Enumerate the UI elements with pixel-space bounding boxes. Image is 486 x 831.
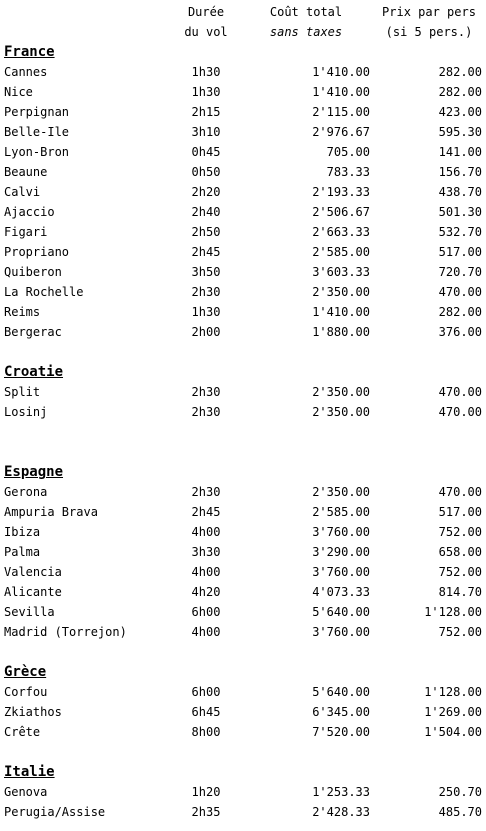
- duration-cell: 2h30: [191, 405, 221, 419]
- country-title: France: [4, 44, 55, 60]
- price-per-person-cell: 720.70: [438, 265, 482, 279]
- destination-cell: Lyon-Bron: [4, 145, 70, 159]
- price-per-person-cell: 470.00: [438, 385, 482, 399]
- total-cost-cell: 2'350.00: [312, 385, 370, 399]
- duration-cell: 2h35: [191, 805, 221, 819]
- duration-cell: 4h00: [191, 625, 221, 639]
- total-cost-cell: 2'506.67: [312, 205, 370, 219]
- price-per-person-cell: 438.70: [438, 185, 482, 199]
- duration-cell: 2h50: [191, 225, 221, 239]
- price-per-person-cell: 517.00: [438, 505, 482, 519]
- country-title: Italie: [4, 764, 55, 780]
- total-cost-cell: 2'976.67: [312, 125, 370, 139]
- destination-cell: Gerona: [4, 485, 48, 499]
- total-cost-cell: 1'410.00: [312, 65, 370, 79]
- table-row: [0, 162, 486, 182]
- country-section: [0, 42, 486, 342]
- destination-cell: Belle-Ile: [4, 125, 70, 139]
- header-price: [372, 2, 486, 42]
- total-cost-cell: 3'603.33: [312, 265, 370, 279]
- destination-cell: Quiberon: [4, 265, 62, 279]
- destinations-table: [0, 42, 486, 822]
- duration-cell: 0h50: [191, 165, 221, 179]
- destination-cell: Corfou: [4, 685, 48, 699]
- section-spacer: [0, 342, 486, 362]
- total-cost-cell: 2'585.00: [312, 245, 370, 259]
- table-row: [0, 282, 486, 302]
- price-per-person-cell: 1'128.00: [424, 605, 482, 619]
- duration-cell: 2h30: [191, 485, 221, 499]
- header-duration-line2: du vol: [184, 25, 228, 39]
- total-cost-cell: 2'663.33: [312, 225, 370, 239]
- destination-cell: Madrid (Torrejon): [4, 625, 127, 639]
- header-price-line1: Prix par pers: [382, 5, 476, 19]
- country-title: Grèce: [4, 664, 47, 680]
- table-row: [0, 622, 486, 642]
- total-cost-cell: 7'520.00: [312, 725, 370, 739]
- table-row: [0, 242, 486, 262]
- duration-cell: 2h30: [191, 285, 221, 299]
- duration-cell: 2h00: [191, 325, 221, 339]
- destination-cell: Figari: [4, 225, 48, 239]
- duration-cell: 4h20: [191, 585, 221, 599]
- header-cost-line1: Coût total: [269, 5, 343, 19]
- table-row: [0, 482, 486, 502]
- header-price-line2: (si 5 pers.): [385, 25, 473, 39]
- total-cost-cell: 705.00: [326, 145, 370, 159]
- duration-cell: 1h20: [191, 785, 221, 799]
- table-row: [0, 322, 486, 342]
- total-cost-cell: 3'760.00: [312, 565, 370, 579]
- table-header: [0, 0, 486, 42]
- destination-cell: Split: [4, 385, 41, 399]
- table-row: [0, 302, 486, 322]
- price-per-person-cell: 752.00: [438, 525, 482, 539]
- table-row: [0, 502, 486, 522]
- total-cost-cell: 3'290.00: [312, 545, 370, 559]
- destination-cell: Perpignan: [4, 105, 70, 119]
- table-row: [0, 702, 486, 722]
- table-row: [0, 402, 486, 422]
- table-row: [0, 542, 486, 562]
- destination-cell: Genova: [4, 785, 48, 799]
- table-row: [0, 262, 486, 282]
- price-per-person-cell: 752.00: [438, 625, 482, 639]
- table-row: [0, 122, 486, 142]
- price-per-person-cell: 470.00: [438, 485, 482, 499]
- total-cost-cell: 1'410.00: [312, 305, 370, 319]
- duration-cell: 1h30: [191, 85, 221, 99]
- price-per-person-cell: 595.30: [438, 125, 482, 139]
- destination-cell: Perugia/Assise: [4, 805, 106, 819]
- duration-cell: 2h45: [191, 505, 221, 519]
- price-per-person-cell: 814.70: [438, 585, 482, 599]
- price-per-person-cell: 752.00: [438, 565, 482, 579]
- table-row: [0, 102, 486, 122]
- destination-cell: La Rochelle: [4, 285, 84, 299]
- duration-cell: 3h10: [191, 125, 221, 139]
- duration-cell: 4h00: [191, 565, 221, 579]
- duration-cell: 2h30: [191, 385, 221, 399]
- destination-cell: Calvi: [4, 185, 41, 199]
- country-title: Espagne: [4, 464, 64, 480]
- total-cost-cell: 1'253.33: [312, 785, 370, 799]
- country-section: [0, 462, 486, 642]
- duration-cell: 1h30: [191, 305, 221, 319]
- total-cost-cell: 2'585.00: [312, 505, 370, 519]
- price-per-person-cell: 423.00: [438, 105, 482, 119]
- duration-cell: 8h00: [191, 725, 221, 739]
- total-cost-cell: 3'760.00: [312, 525, 370, 539]
- price-per-person-cell: 470.00: [438, 285, 482, 299]
- country-section: [0, 362, 486, 422]
- duration-cell: 6h00: [191, 605, 221, 619]
- price-per-person-cell: 376.00: [438, 325, 482, 339]
- header-cost-line2: sans taxes: [269, 25, 343, 39]
- total-cost-cell: 1'880.00: [312, 325, 370, 339]
- table-row: [0, 202, 486, 222]
- price-per-person-cell: 1'128.00: [424, 685, 482, 699]
- destination-cell: Ibiza: [4, 525, 41, 539]
- table-row: [0, 222, 486, 242]
- price-per-person-cell: 156.70: [438, 165, 482, 179]
- country-section: [0, 662, 486, 742]
- duration-cell: 2h15: [191, 105, 221, 119]
- section-spacer: [0, 742, 486, 762]
- price-per-person-cell: 282.00: [438, 305, 482, 319]
- price-per-person-cell: 658.00: [438, 545, 482, 559]
- destination-cell: Crête: [4, 725, 41, 739]
- total-cost-cell: 4'073.33: [312, 585, 370, 599]
- table-row: [0, 722, 486, 742]
- total-cost-cell: 2'115.00: [312, 105, 370, 119]
- destination-cell: Reims: [4, 305, 41, 319]
- price-per-person-cell: 532.70: [438, 225, 482, 239]
- duration-cell: 3h50: [191, 265, 221, 279]
- duration-cell: 2h40: [191, 205, 221, 219]
- country-section: [0, 762, 486, 822]
- table-row: [0, 82, 486, 102]
- price-per-person-cell: 485.70: [438, 805, 482, 819]
- total-cost-cell: 1'410.00: [312, 85, 370, 99]
- total-cost-cell: 5'640.00: [312, 605, 370, 619]
- duration-cell: 4h00: [191, 525, 221, 539]
- destination-cell: Palma: [4, 545, 41, 559]
- destination-cell: Losinj: [4, 405, 48, 419]
- total-cost-cell: 2'350.00: [312, 405, 370, 419]
- table-row: [0, 802, 486, 822]
- duration-cell: 2h45: [191, 245, 221, 259]
- table-row: [0, 142, 486, 162]
- price-per-person-cell: 470.00: [438, 405, 482, 419]
- section-spacer: [0, 422, 486, 462]
- total-cost-cell: 2'428.33: [312, 805, 370, 819]
- total-cost-cell: 5'640.00: [312, 685, 370, 699]
- destination-cell: Nice: [4, 85, 33, 99]
- destination-cell: Bergerac: [4, 325, 62, 339]
- destination-cell: Alicante: [4, 585, 62, 599]
- price-per-person-cell: 282.00: [438, 85, 482, 99]
- table-row: [0, 582, 486, 602]
- country-title: Croatie: [4, 364, 64, 380]
- total-cost-cell: 2'350.00: [312, 285, 370, 299]
- table-row: [0, 522, 486, 542]
- table-row: [0, 382, 486, 402]
- destination-cell: Propriano: [4, 245, 70, 259]
- total-cost-cell: 2'350.00: [312, 485, 370, 499]
- price-per-person-cell: 517.00: [438, 245, 482, 259]
- table-row: [0, 782, 486, 802]
- destination-cell: Valencia: [4, 565, 62, 579]
- destination-cell: Ampuria Brava: [4, 505, 98, 519]
- duration-cell: 1h30: [191, 65, 221, 79]
- destination-cell: Beaune: [4, 165, 48, 179]
- price-per-person-cell: 141.00: [438, 145, 482, 159]
- duration-cell: 6h45: [191, 705, 221, 719]
- table-row: [0, 682, 486, 702]
- table-row: [0, 562, 486, 582]
- duration-cell: 2h20: [191, 185, 221, 199]
- duration-cell: 6h00: [191, 685, 221, 699]
- destination-cell: Ajaccio: [4, 205, 55, 219]
- table-row: [0, 602, 486, 622]
- destination-cell: Sevilla: [4, 605, 55, 619]
- destination-cell: Zkiathos: [4, 705, 62, 719]
- header-duration-line1: Durée: [187, 5, 225, 19]
- table-row: [0, 62, 486, 82]
- table-row: [0, 182, 486, 202]
- header-duration: [176, 2, 236, 42]
- destination-cell: Cannes: [4, 65, 48, 79]
- price-per-person-cell: 282.00: [438, 65, 482, 79]
- price-per-person-cell: 1'504.00: [424, 725, 482, 739]
- total-cost-cell: 2'193.33: [312, 185, 370, 199]
- total-cost-cell: 783.33: [326, 165, 370, 179]
- section-spacer: [0, 642, 486, 662]
- total-cost-cell: 6'345.00: [312, 705, 370, 719]
- price-per-person-cell: 250.70: [438, 785, 482, 799]
- price-per-person-cell: 1'269.00: [424, 705, 482, 719]
- duration-cell: 3h30: [191, 545, 221, 559]
- header-cost: [256, 2, 356, 42]
- duration-cell: 0h45: [191, 145, 221, 159]
- total-cost-cell: 3'760.00: [312, 625, 370, 639]
- price-per-person-cell: 501.30: [438, 205, 482, 219]
